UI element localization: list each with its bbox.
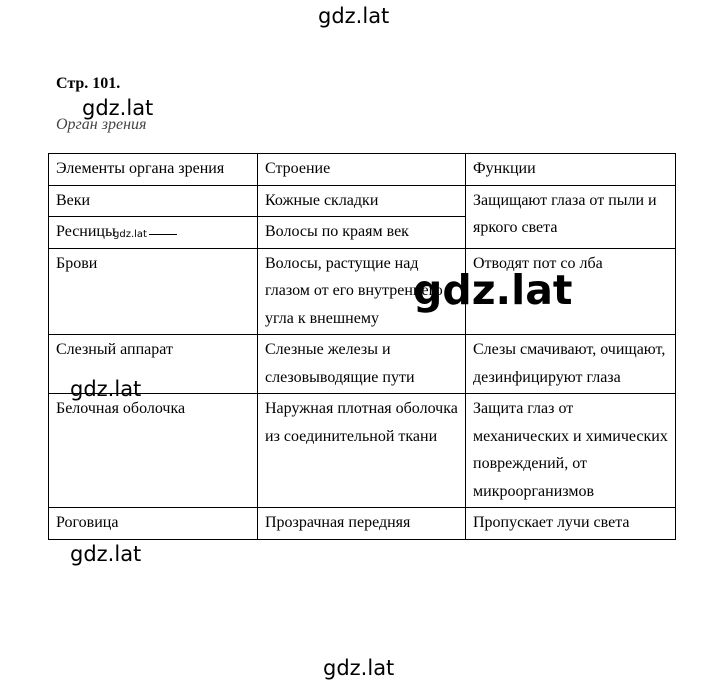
table-row [49,335,676,394]
table-cell: Ресницы [49,217,258,249]
watermark: gdz.lat [318,4,390,28]
table-cell: Волосы, растущие над глазом от его внутреннего угла к внешнему [258,248,466,335]
watermark: gdz.lat [82,96,154,120]
watermark: gdz.lat [413,266,573,314]
header-cell: Элементы органа зрения [49,154,258,186]
watermark: gdz.lat [70,542,142,566]
page-title: Стр. 101. [56,75,121,92]
table-cell: Прозрачная передняя [258,508,466,540]
table-row [49,185,676,217]
table-cell: Веки [49,185,258,217]
table-cell: Пропускает лучи света [466,508,676,540]
table-cell: Слезы смачивают, очищают, дезинфицируют глаза [466,335,676,394]
table-cell: Роговица [49,508,258,540]
table-row [49,508,676,540]
section-subtitle: Орган зрения [56,116,147,133]
organ-table [48,153,676,540]
header-cell: Функции [466,154,676,186]
table-row [49,248,676,335]
table-cell: Защита глаз от механических и химических повреждений, от микроорганизмов [466,394,676,508]
table-cell: Волосы по краям век [258,217,466,249]
table-cell: Кожные складки [258,185,466,217]
table-cell: Наружная плотная оболочка из соединительной ткани [258,394,466,508]
table-cell: Слезный аппарат [49,335,258,394]
table-cell: Отводят пот со лба [466,248,676,335]
header-cell: Строение [258,154,466,186]
table-cell: Защищают глаза от пыли и яркого света [466,185,676,248]
watermark: gdz.lat [70,377,142,401]
table-cell: Слезные железы и слезовыводящие пути [258,335,466,394]
table-cell: Белочная оболочка [49,394,258,508]
table-row [49,394,676,508]
watermark: gdz.lat [323,656,395,680]
table-cell: Брови [49,248,258,335]
watermark: gdz.lat [113,229,177,240]
table-header-row [49,154,676,186]
